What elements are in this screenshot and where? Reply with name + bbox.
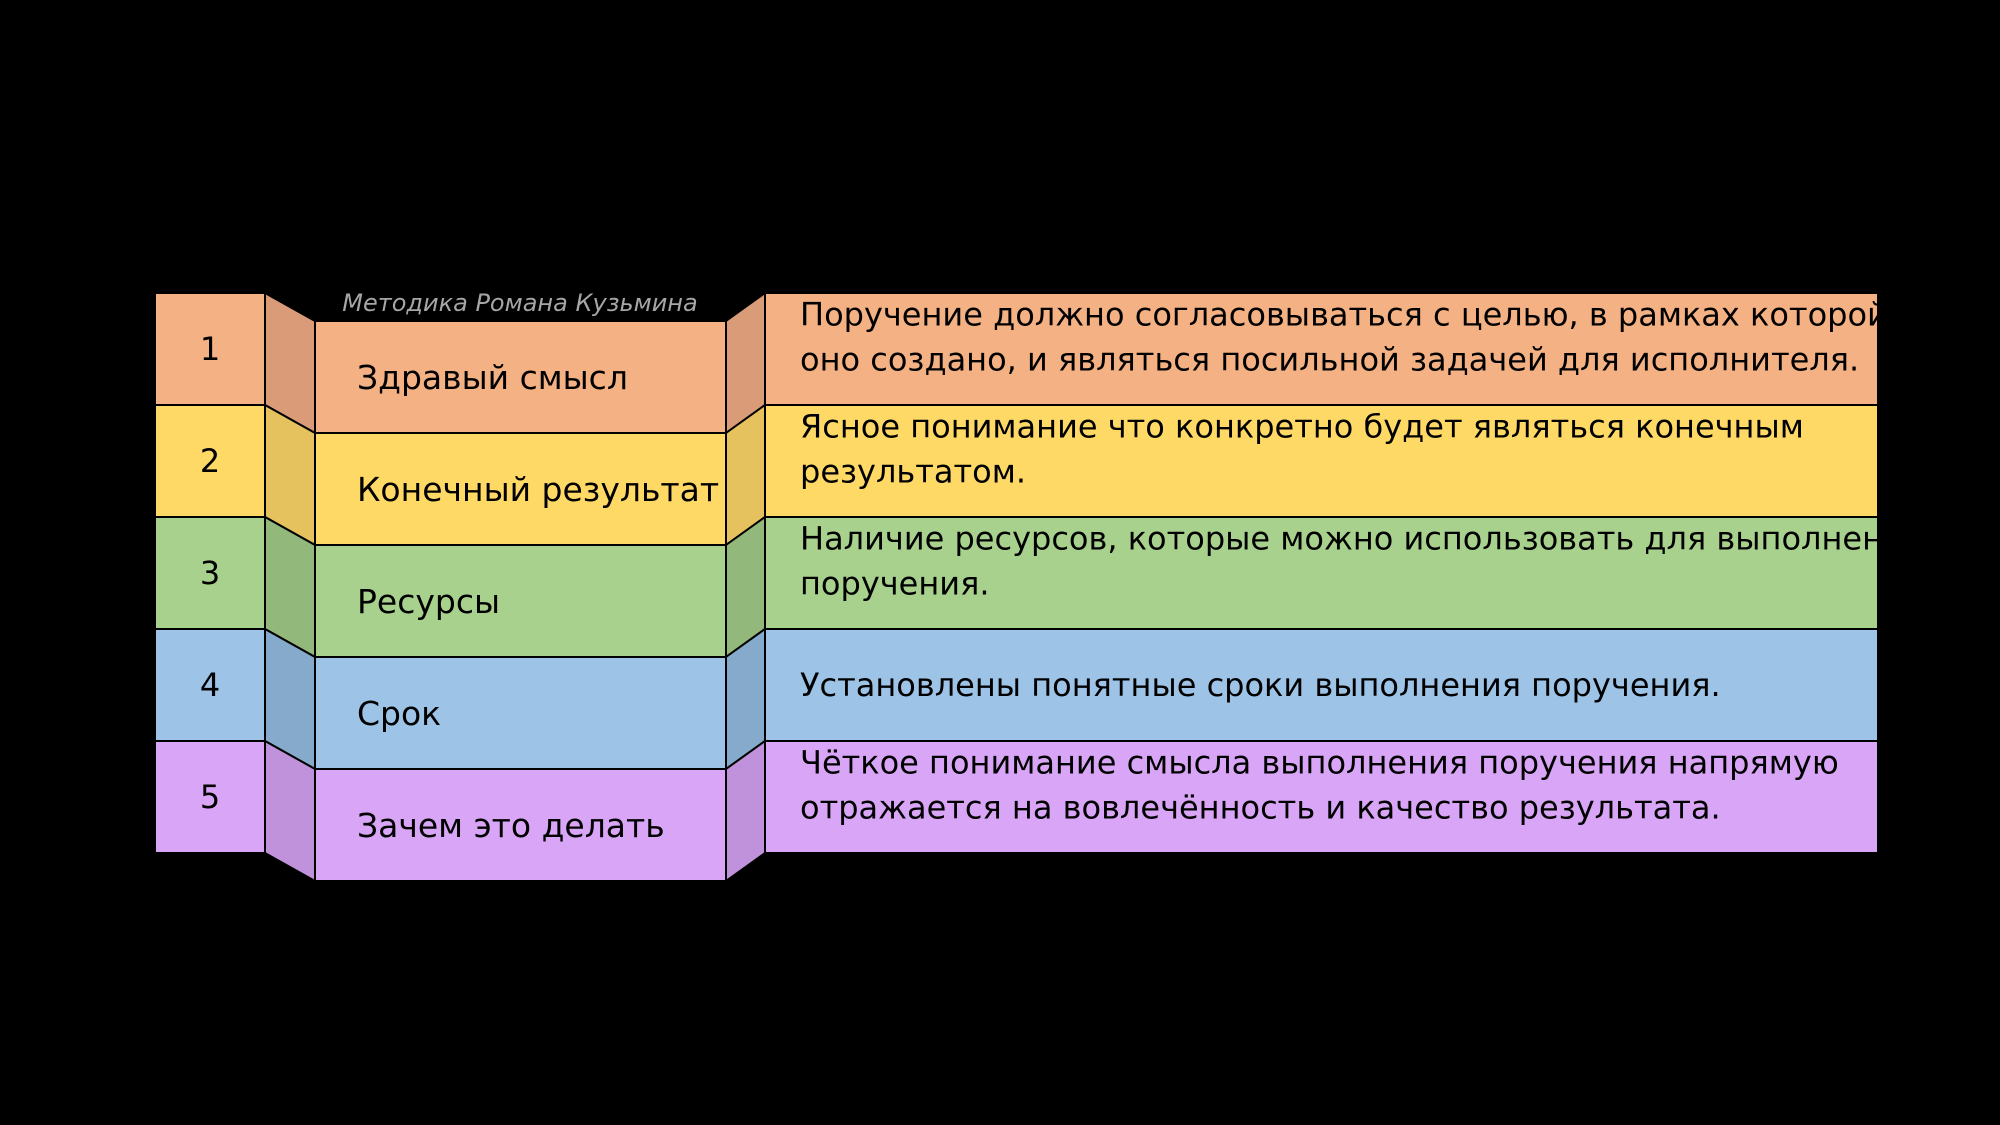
description-line: отражается на вовлечённость и качество результата. — [800, 788, 1721, 827]
description-line: Ясное понимание что конкретно будет являться конечным — [800, 407, 1804, 446]
row-number: 1 — [199, 330, 221, 368]
row-number: 2 — [199, 442, 221, 480]
subtitle: Методика Романа Кузьмина — [342, 289, 698, 317]
row-label: Конечный результат — [357, 470, 720, 509]
row-number: 3 — [199, 554, 221, 592]
row-number: 5 — [199, 778, 221, 816]
description-line: оно создано, и являться посильной задачей для исполнителя. — [800, 340, 1860, 379]
description-line: Чёткое понимание смысла выполнения поручения напрямую — [800, 743, 1839, 782]
row-label: Срок — [357, 694, 442, 733]
description-line: Установлены понятные сроки выполнения поручения. — [800, 666, 1721, 704]
rows-layer — [155, 293, 1923, 881]
description-line: Наличие ресурсов, которые можно использовать для выполнения — [800, 519, 1924, 558]
description-line: поручения. — [800, 564, 990, 603]
description-line: результатом. — [800, 452, 1027, 491]
description-line: Поручение должно согласовываться с целью, в рамках которой — [800, 295, 1888, 334]
row-number: 4 — [199, 666, 221, 704]
row-label: Здравый смысл — [357, 358, 628, 397]
row-label: Зачем это делать — [357, 806, 665, 845]
row-label: Ресурсы — [357, 582, 501, 621]
